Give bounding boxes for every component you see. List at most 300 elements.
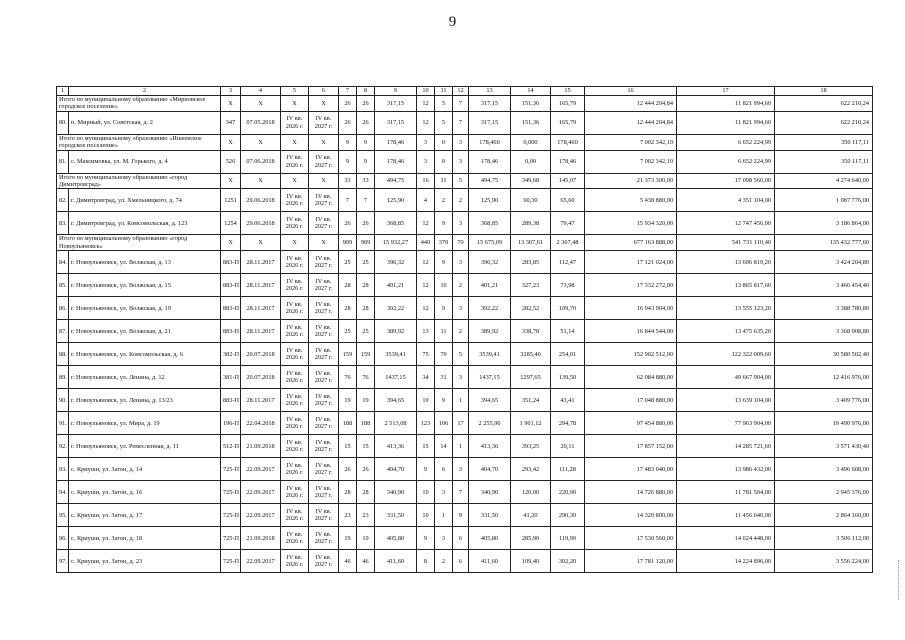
value-cell: 13 555 123,20 xyxy=(677,297,775,320)
value-cell: 1437,15 xyxy=(469,366,511,389)
total-value-cell: 13 307,61 xyxy=(511,235,551,251)
value-cell: 1 xyxy=(453,435,469,458)
value-cell: 188 xyxy=(339,412,357,435)
value-cell: 2 864 160,00 xyxy=(775,504,873,527)
address-cell: с. Криуши, ул. Затон, д. 17 xyxy=(69,504,221,527)
value-cell: 289,38 xyxy=(511,212,551,235)
total-value-cell: 909 xyxy=(357,235,375,251)
value-cell: 3285,40 xyxy=(511,343,551,366)
total-value-cell: X xyxy=(281,96,309,112)
value-cell: 9 xyxy=(435,251,453,274)
value-cell: 1 xyxy=(453,389,469,412)
value-cell: 14 320 800,00 xyxy=(585,504,677,527)
value-cell: 26 xyxy=(357,458,375,481)
total-value-cell: X xyxy=(241,134,281,150)
planned-start-cell: IV кв. 2026 г. xyxy=(281,111,309,134)
value-cell: 2 xyxy=(453,320,469,343)
planned-end-cell: IV кв. 2027 г. xyxy=(309,504,339,527)
house-row xyxy=(57,274,873,297)
address-cell: г. Новоульяновск, ул. Волжская, д. 19 xyxy=(69,297,221,320)
total-value-cell: 349,68 xyxy=(511,173,551,189)
value-cell: 165,79 xyxy=(551,111,585,134)
planned-start-cell: IV кв. 2026 г. xyxy=(281,297,309,320)
planned-start-cell: IV кв. 2026 г. xyxy=(281,212,309,235)
planned-start-cell: IV кв. 2026 г. xyxy=(281,504,309,527)
value-cell: 9 xyxy=(435,389,453,412)
document-number-cell: 883-П xyxy=(221,297,241,320)
total-value-cell: 15 932,27 xyxy=(375,235,417,251)
house-row xyxy=(57,320,873,343)
value-cell: 11 456 640,00 xyxy=(677,504,775,527)
column-number-cell: 2 xyxy=(69,87,221,96)
value-cell: 19 xyxy=(339,389,357,412)
total-value-cell: X xyxy=(221,134,241,150)
value-cell: 405,80 xyxy=(375,527,417,550)
total-value-cell: X xyxy=(241,235,281,251)
value-cell: 3 xyxy=(453,366,469,389)
value-cell: 4 351 104,00 xyxy=(677,189,775,212)
planned-end-cell: IV кв. 2027 г. xyxy=(309,527,339,550)
column-number-cell: 4 xyxy=(241,87,281,96)
total-value-cell: 541 731 110,40 xyxy=(677,235,775,251)
address-cell: г. Димитровград, ул. Комсомольская, д. 123 xyxy=(69,212,221,235)
address-cell: г. Димитровград, ул. Хмельницкого, д. 74 xyxy=(69,189,221,212)
planned-start-cell: IV кв. 2026 г. xyxy=(281,389,309,412)
value-cell: 394,65 xyxy=(469,389,511,412)
value-cell: 65,60 xyxy=(551,189,585,212)
value-cell: 411,60 xyxy=(469,550,511,573)
row-number-cell: 81. xyxy=(57,150,69,173)
document-number-cell: 725-П xyxy=(221,481,241,504)
document-date-cell: 07.05.2018 xyxy=(241,111,281,134)
total-value-cell: 178,460 xyxy=(551,134,585,150)
column-number-cell: 13 xyxy=(469,87,511,96)
value-cell: 11 821 994,60 xyxy=(677,111,775,134)
value-cell: 11 781 504,00 xyxy=(677,481,775,504)
document-date-cell: 22.09.2017 xyxy=(241,550,281,573)
municipality-total-row xyxy=(57,134,873,150)
value-cell: 14 xyxy=(435,435,453,458)
row-number-cell: 85. xyxy=(57,274,69,297)
value-cell: 3 xyxy=(453,150,469,173)
value-cell: 327,23 xyxy=(511,274,551,297)
document-number-cell: 1254 xyxy=(221,212,241,235)
value-cell: 411,60 xyxy=(375,550,417,573)
value-cell: 15 xyxy=(357,435,375,458)
total-value-cell: 70 xyxy=(453,235,469,251)
row-number-cell: 94. xyxy=(57,481,69,504)
planned-end-cell: IV кв. 2027 г. xyxy=(309,297,339,320)
planned-end-cell: IV кв. 2027 г. xyxy=(309,189,339,212)
value-cell: 392,22 xyxy=(469,297,511,320)
house-row xyxy=(57,251,873,274)
value-cell: 122 322 009,60 xyxy=(677,343,775,366)
value-cell: 413,36 xyxy=(375,435,417,458)
total-value-cell: X xyxy=(241,173,281,189)
value-cell: 4 xyxy=(417,189,435,212)
total-value-cell: 178,460 xyxy=(469,134,511,150)
value-cell: 285,90 xyxy=(511,527,551,550)
planned-start-cell: IV кв. 2026 г. xyxy=(281,343,309,366)
value-cell: 331,50 xyxy=(469,504,511,527)
value-cell: 17 332 272,00 xyxy=(585,274,677,297)
value-cell: 9 xyxy=(453,504,469,527)
total-value-cell: 909 xyxy=(339,235,357,251)
planned-end-cell: IV кв. 2027 г. xyxy=(309,389,339,412)
total-value-cell: 494,75 xyxy=(375,173,417,189)
value-cell: 3 388 780,80 xyxy=(775,297,873,320)
value-cell: 2 xyxy=(435,550,453,573)
value-cell: 2 255,90 xyxy=(469,412,511,435)
total-value-cell: 0 xyxy=(435,134,453,150)
value-cell: 26 xyxy=(357,212,375,235)
value-cell: 73,98 xyxy=(551,274,585,297)
value-cell: 12 xyxy=(417,274,435,297)
value-cell: 10 xyxy=(435,274,453,297)
document-number-cell: 883-П xyxy=(221,320,241,343)
value-cell: 413,36 xyxy=(469,435,511,458)
value-cell: 13 475 635,20 xyxy=(677,320,775,343)
total-value-cell: 677 163 888,00 xyxy=(585,235,677,251)
value-cell: 12 xyxy=(417,251,435,274)
address-cell: с. Криуши, ул. Затон, д. 23 xyxy=(69,550,221,573)
total-value-cell: X xyxy=(221,96,241,112)
value-cell: 389,92 xyxy=(469,320,511,343)
row-number-cell: 86. xyxy=(57,297,69,320)
value-cell: 7 002 342,10 xyxy=(585,150,677,173)
planned-end-cell: IV кв. 2027 г. xyxy=(309,251,339,274)
value-cell: 76 xyxy=(339,366,357,389)
planned-end-cell: IV кв. 2027 г. xyxy=(309,481,339,504)
value-cell: 41,20 xyxy=(511,504,551,527)
value-cell: 26 xyxy=(357,111,375,134)
value-cell: 17 781 120,00 xyxy=(585,550,677,573)
column-number-cell: 8 xyxy=(357,87,375,96)
value-cell: 0,00 xyxy=(511,150,551,173)
planned-start-cell: IV кв. 2026 г. xyxy=(281,150,309,173)
planned-end-cell: IV кв. 2027 г. xyxy=(309,274,339,297)
document-date-cell: 22.09.2017 xyxy=(241,481,281,504)
value-cell: 19 xyxy=(357,389,375,412)
value-cell: 12 444 204,84 xyxy=(585,111,677,134)
planned-end-cell: IV кв. 2027 г. xyxy=(309,550,339,573)
value-cell: 106 xyxy=(435,412,453,435)
document-date-cell: 22.09.2017 xyxy=(241,504,281,527)
value-cell: 77 963 904,00 xyxy=(677,412,775,435)
document-number-cell: 382-П xyxy=(221,343,241,366)
value-cell: 125,90 xyxy=(375,189,417,212)
value-cell: 3 xyxy=(417,150,435,173)
value-cell: 120,00 xyxy=(511,481,551,504)
total-label-cell: Итого по муниципальному образованию «Ишеевское городское поселение» xyxy=(57,134,221,150)
value-cell: 317,15 xyxy=(375,111,417,134)
document-date-cell: 29.06.2018 xyxy=(241,212,281,235)
document-date-cell: 28.11.2017 xyxy=(241,297,281,320)
value-cell: 7 xyxy=(453,111,469,134)
value-cell: 405,80 xyxy=(469,527,511,550)
planned-start-cell: IV кв. 2026 г. xyxy=(281,458,309,481)
total-value-cell: X xyxy=(281,235,309,251)
value-cell: 25 xyxy=(357,320,375,343)
value-cell: 404,70 xyxy=(469,458,511,481)
document-number-cell: 883-П xyxy=(221,389,241,412)
row-number-cell: 95. xyxy=(57,504,69,527)
row-number-cell: 80. xyxy=(57,111,69,134)
value-cell: 317,15 xyxy=(469,111,511,134)
total-label-cell: Итого по муниципальному образованию «Мирновское городское поселение» xyxy=(57,96,221,112)
value-cell: 290,30 xyxy=(551,504,585,527)
value-cell: 14 024 448,00 xyxy=(677,527,775,550)
value-cell: 20,11 xyxy=(551,435,585,458)
value-cell: 393,25 xyxy=(511,435,551,458)
planned-start-cell: IV кв. 2026 г. xyxy=(281,481,309,504)
column-number-cell: 12 xyxy=(453,87,469,96)
value-cell: 340,90 xyxy=(375,481,417,504)
column-number-cell: 15 xyxy=(551,87,585,96)
value-cell: 125,90 xyxy=(469,189,511,212)
total-value-cell: 16 xyxy=(417,173,435,189)
house-row xyxy=(57,527,873,550)
value-cell: 188 xyxy=(357,412,375,435)
total-value-cell: X xyxy=(309,134,339,150)
house-row xyxy=(57,297,873,320)
value-cell: 401,21 xyxy=(375,274,417,297)
value-cell: 3 409 776,00 xyxy=(775,389,873,412)
value-cell: 3 424 204,80 xyxy=(775,251,873,274)
value-cell: 28 xyxy=(339,481,357,504)
total-value-cell: 6 652 224,99 xyxy=(677,134,775,150)
value-cell: 109,70 xyxy=(551,297,585,320)
value-cell: 14 285 721,60 xyxy=(677,435,775,458)
house-row xyxy=(57,412,873,435)
value-cell: 159 xyxy=(339,343,357,366)
value-cell: 49 667 904,00 xyxy=(677,366,775,389)
total-value-cell: 440 xyxy=(417,235,435,251)
value-cell: 13 xyxy=(417,320,435,343)
value-cell: 3 556 224,00 xyxy=(775,550,873,573)
value-cell: 79,47 xyxy=(551,212,585,235)
row-number-cell: 82. xyxy=(57,189,69,212)
address-cell: с. Максимовка, ул. М. Горького, д. 4 xyxy=(69,150,221,173)
planned-end-cell: IV кв. 2027 г. xyxy=(309,150,339,173)
house-row xyxy=(57,481,873,504)
total-value-cell: 12 xyxy=(417,96,435,112)
value-cell: 178,46 xyxy=(375,150,417,173)
value-cell: 8 xyxy=(417,550,435,573)
value-cell: 23 xyxy=(339,504,357,527)
value-cell: 9 xyxy=(417,527,435,550)
page-number: 9 xyxy=(448,14,457,30)
total-value-cell: 9 xyxy=(357,134,375,150)
value-cell: 17 530 560,00 xyxy=(585,527,677,550)
value-cell: 1297,65 xyxy=(511,366,551,389)
planned-end-cell: IV кв. 2027 г. xyxy=(309,320,339,343)
total-value-cell: 145,07 xyxy=(551,173,585,189)
housing-register-table xyxy=(56,86,873,573)
row-number-cell: 84. xyxy=(57,251,69,274)
value-cell: 3 xyxy=(453,458,469,481)
value-cell: 151,36 xyxy=(511,111,551,134)
value-cell: 19 490 976,00 xyxy=(775,412,873,435)
value-cell: 26 xyxy=(339,111,357,134)
total-value-cell: 11 821 994,60 xyxy=(677,96,775,112)
planned-start-cell: IV кв. 2026 г. xyxy=(281,550,309,573)
total-value-cell: 350 117,11 xyxy=(775,134,873,150)
row-number-cell: 83. xyxy=(57,212,69,235)
value-cell: 331,50 xyxy=(375,504,417,527)
address-cell: г. Новоульяновск, ул. Мира, д. 19 xyxy=(69,412,221,435)
total-value-cell: 135 432 777,60 xyxy=(775,235,873,251)
total-value-cell: 0,000 xyxy=(511,134,551,150)
value-cell: 43,41 xyxy=(551,389,585,412)
row-number-cell: 91. xyxy=(57,412,69,435)
document-number-cell: 381-П xyxy=(221,366,241,389)
value-cell: 3 368 908,80 xyxy=(775,320,873,343)
total-value-cell: 151,36 xyxy=(511,96,551,112)
value-cell: 1 961,12 xyxy=(511,412,551,435)
value-cell: 7 xyxy=(339,189,357,212)
column-number-cell: 1 xyxy=(57,87,69,96)
house-row xyxy=(57,189,873,212)
value-cell: 10 xyxy=(417,389,435,412)
value-cell: 1437,15 xyxy=(375,366,417,389)
value-cell: 70 xyxy=(435,343,453,366)
column-number-cell: 10 xyxy=(417,87,435,96)
value-cell: 15 xyxy=(417,435,435,458)
total-value-cell: 7 002 342,10 xyxy=(585,134,677,150)
row-number-cell: 92. xyxy=(57,435,69,458)
planned-end-cell: IV кв. 2027 г. xyxy=(309,435,339,458)
total-value-cell: 622 210,24 xyxy=(775,96,873,112)
value-cell: 3 xyxy=(453,251,469,274)
value-cell: 7 xyxy=(453,481,469,504)
document-date-cell: 20.07.2018 xyxy=(241,343,281,366)
value-cell: 46 xyxy=(339,550,357,573)
value-cell: 178,46 xyxy=(469,150,511,173)
value-cell: 401,21 xyxy=(469,274,511,297)
value-cell: 1 xyxy=(435,504,453,527)
value-cell: 12 747 456,00 xyxy=(677,212,775,235)
value-cell: 109,40 xyxy=(511,550,551,573)
column-number-cell: 11 xyxy=(435,87,453,96)
document-date-cell: 22.09.2017 xyxy=(241,458,281,481)
document-date-cell: 28.11.2017 xyxy=(241,274,281,297)
value-cell: 1 087 776,00 xyxy=(775,189,873,212)
value-cell: 5 438 880,00 xyxy=(585,189,677,212)
value-cell: 97 454 880,00 xyxy=(585,412,677,435)
document-number-cell: 347 xyxy=(221,111,241,134)
value-cell: 622 210,24 xyxy=(775,111,873,134)
house-row xyxy=(57,550,873,573)
row-number-cell: 90. xyxy=(57,389,69,412)
value-cell: 3 xyxy=(435,527,453,550)
value-cell: 3 186 864,00 xyxy=(775,212,873,235)
municipality-total-row xyxy=(57,96,873,112)
value-cell: 2 xyxy=(435,189,453,212)
value-cell: 2 xyxy=(453,274,469,297)
planned-start-cell: IV кв. 2026 г. xyxy=(281,189,309,212)
total-value-cell: 12 444 204,84 xyxy=(585,96,677,112)
value-cell: 9 xyxy=(435,212,453,235)
total-value-cell: 178,46 xyxy=(375,134,417,150)
planned-start-cell: IV кв. 2026 г. xyxy=(281,274,309,297)
planned-start-cell: IV кв. 2026 г. xyxy=(281,320,309,343)
value-cell: 139,50 xyxy=(551,366,585,389)
value-cell: 9 xyxy=(357,150,375,173)
total-value-cell: X xyxy=(221,173,241,189)
value-cell: 340,90 xyxy=(469,481,511,504)
value-cell: 368,85 xyxy=(469,212,511,235)
value-cell: 28 xyxy=(357,481,375,504)
value-cell: 2 xyxy=(453,189,469,212)
document-number-cell: 512-П xyxy=(221,435,241,458)
value-cell: 30 580 502,40 xyxy=(775,343,873,366)
value-cell: 9 xyxy=(435,297,453,320)
value-cell: 396,32 xyxy=(375,251,417,274)
row-number-cell: 87. xyxy=(57,320,69,343)
total-value-cell: X xyxy=(281,134,309,150)
address-cell: п. Мирный, ул. Советская, д. 2 xyxy=(69,111,221,134)
total-value-cell: 317,15 xyxy=(375,96,417,112)
value-cell: 14 726 880,00 xyxy=(585,481,677,504)
total-value-cell: 165,79 xyxy=(551,96,585,112)
value-cell: 15 934 320,00 xyxy=(585,212,677,235)
value-cell: 159 xyxy=(357,343,375,366)
value-cell: 12 xyxy=(417,212,435,235)
value-cell: 10 xyxy=(417,504,435,527)
value-cell: 2 945 376,00 xyxy=(775,481,873,504)
total-value-cell: X xyxy=(309,173,339,189)
total-value-cell: X xyxy=(281,173,309,189)
value-cell: 75 xyxy=(417,343,435,366)
planned-start-cell: IV кв. 2026 г. xyxy=(281,527,309,550)
value-cell: 5 xyxy=(435,111,453,134)
value-cell: 14 224 896,00 xyxy=(677,550,775,573)
total-value-cell: 5 xyxy=(453,173,469,189)
house-row xyxy=(57,343,873,366)
planned-start-cell: IV кв. 2026 г. xyxy=(281,366,309,389)
value-cell: 17 121 024,00 xyxy=(585,251,677,274)
page-edge-mark xyxy=(898,560,901,600)
planned-start-cell: IV кв. 2026 г. xyxy=(281,251,309,274)
planned-end-cell: IV кв. 2027 г. xyxy=(309,458,339,481)
value-cell: 283,85 xyxy=(511,251,551,274)
value-cell: 13 865 817,60 xyxy=(677,274,775,297)
document-date-cell: 21.09.2018 xyxy=(241,527,281,550)
value-cell: 396,32 xyxy=(469,251,511,274)
value-cell: 368,85 xyxy=(375,212,417,235)
total-value-cell: X xyxy=(309,96,339,112)
value-cell: 46 xyxy=(357,550,375,573)
value-cell: 28 xyxy=(339,274,357,297)
value-cell: 16 943 904,00 xyxy=(585,297,677,320)
value-cell: 152 902 512,00 xyxy=(585,343,677,366)
value-cell: 13 696 819,20 xyxy=(677,251,775,274)
row-number-cell: 89. xyxy=(57,366,69,389)
document-number-cell: 196-П xyxy=(221,412,241,435)
value-cell: 351,24 xyxy=(511,389,551,412)
house-row xyxy=(57,435,873,458)
address-cell: г. Новоульяновск, ул. Волжская, д. 15 xyxy=(69,274,221,297)
document-number-cell: 883-П xyxy=(221,274,241,297)
document-date-cell: 28.11.2017 xyxy=(241,320,281,343)
value-cell: 26 xyxy=(339,212,357,235)
value-cell: 17 048 880,00 xyxy=(585,389,677,412)
planned-end-cell: IV кв. 2027 г. xyxy=(309,212,339,235)
value-cell: 12 416 976,00 xyxy=(775,366,873,389)
total-value-cell: 33 xyxy=(339,173,357,189)
value-cell: 350 117,11 xyxy=(775,150,873,173)
